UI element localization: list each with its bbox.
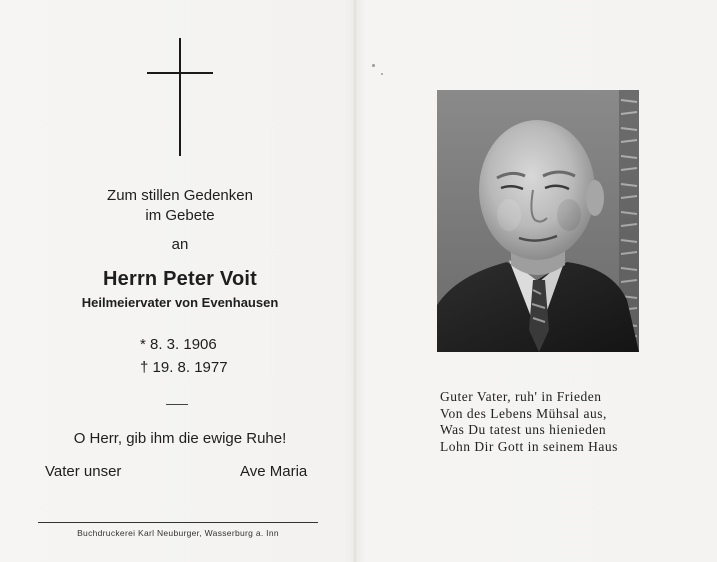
- verse-line-4: Lohn Dir Gott in seinem Haus: [440, 438, 618, 454]
- paper-speck: [381, 73, 383, 75]
- separator-dash: [166, 404, 188, 405]
- verse-line-3: Was Du tatest uns hienieden: [440, 422, 607, 437]
- verse-line-1: Guter Vater, ruh' in Frieden: [440, 389, 602, 404]
- paper-speck: [372, 64, 375, 67]
- prayer-ave-maria: Ave Maria: [240, 463, 308, 480]
- printer-rule: [38, 522, 318, 523]
- intro-line-3: an: [171, 236, 189, 253]
- card-fold: [353, 0, 357, 562]
- prayer-vater-unser: Vater unser: [45, 463, 122, 480]
- verse-line-2: Von des Lebens Mühsal aus,: [440, 405, 607, 421]
- birth-date: * 8. 3. 1906: [140, 336, 217, 353]
- printer-imprint: Buchdruckerei Karl Neuburger, Wasserburg a. Inn: [77, 528, 279, 538]
- portrait-photo: [437, 90, 639, 352]
- intro-line-1: Zum stillen Gedenken: [107, 187, 253, 204]
- cross-icon: [147, 38, 213, 156]
- verse-block: [440, 389, 618, 455]
- deceased-subtitle: Heilmeiervater von Evenhausen: [81, 295, 279, 310]
- intro-line-2: im Gebete: [145, 207, 215, 224]
- portrait-illustration: [437, 90, 639, 352]
- deceased-name: Herrn Peter Voit: [103, 268, 257, 290]
- prayer-line: O Herr, gib ihm die ewige Ruhe!: [73, 430, 287, 447]
- death-date: † 19. 8. 1977: [140, 359, 228, 376]
